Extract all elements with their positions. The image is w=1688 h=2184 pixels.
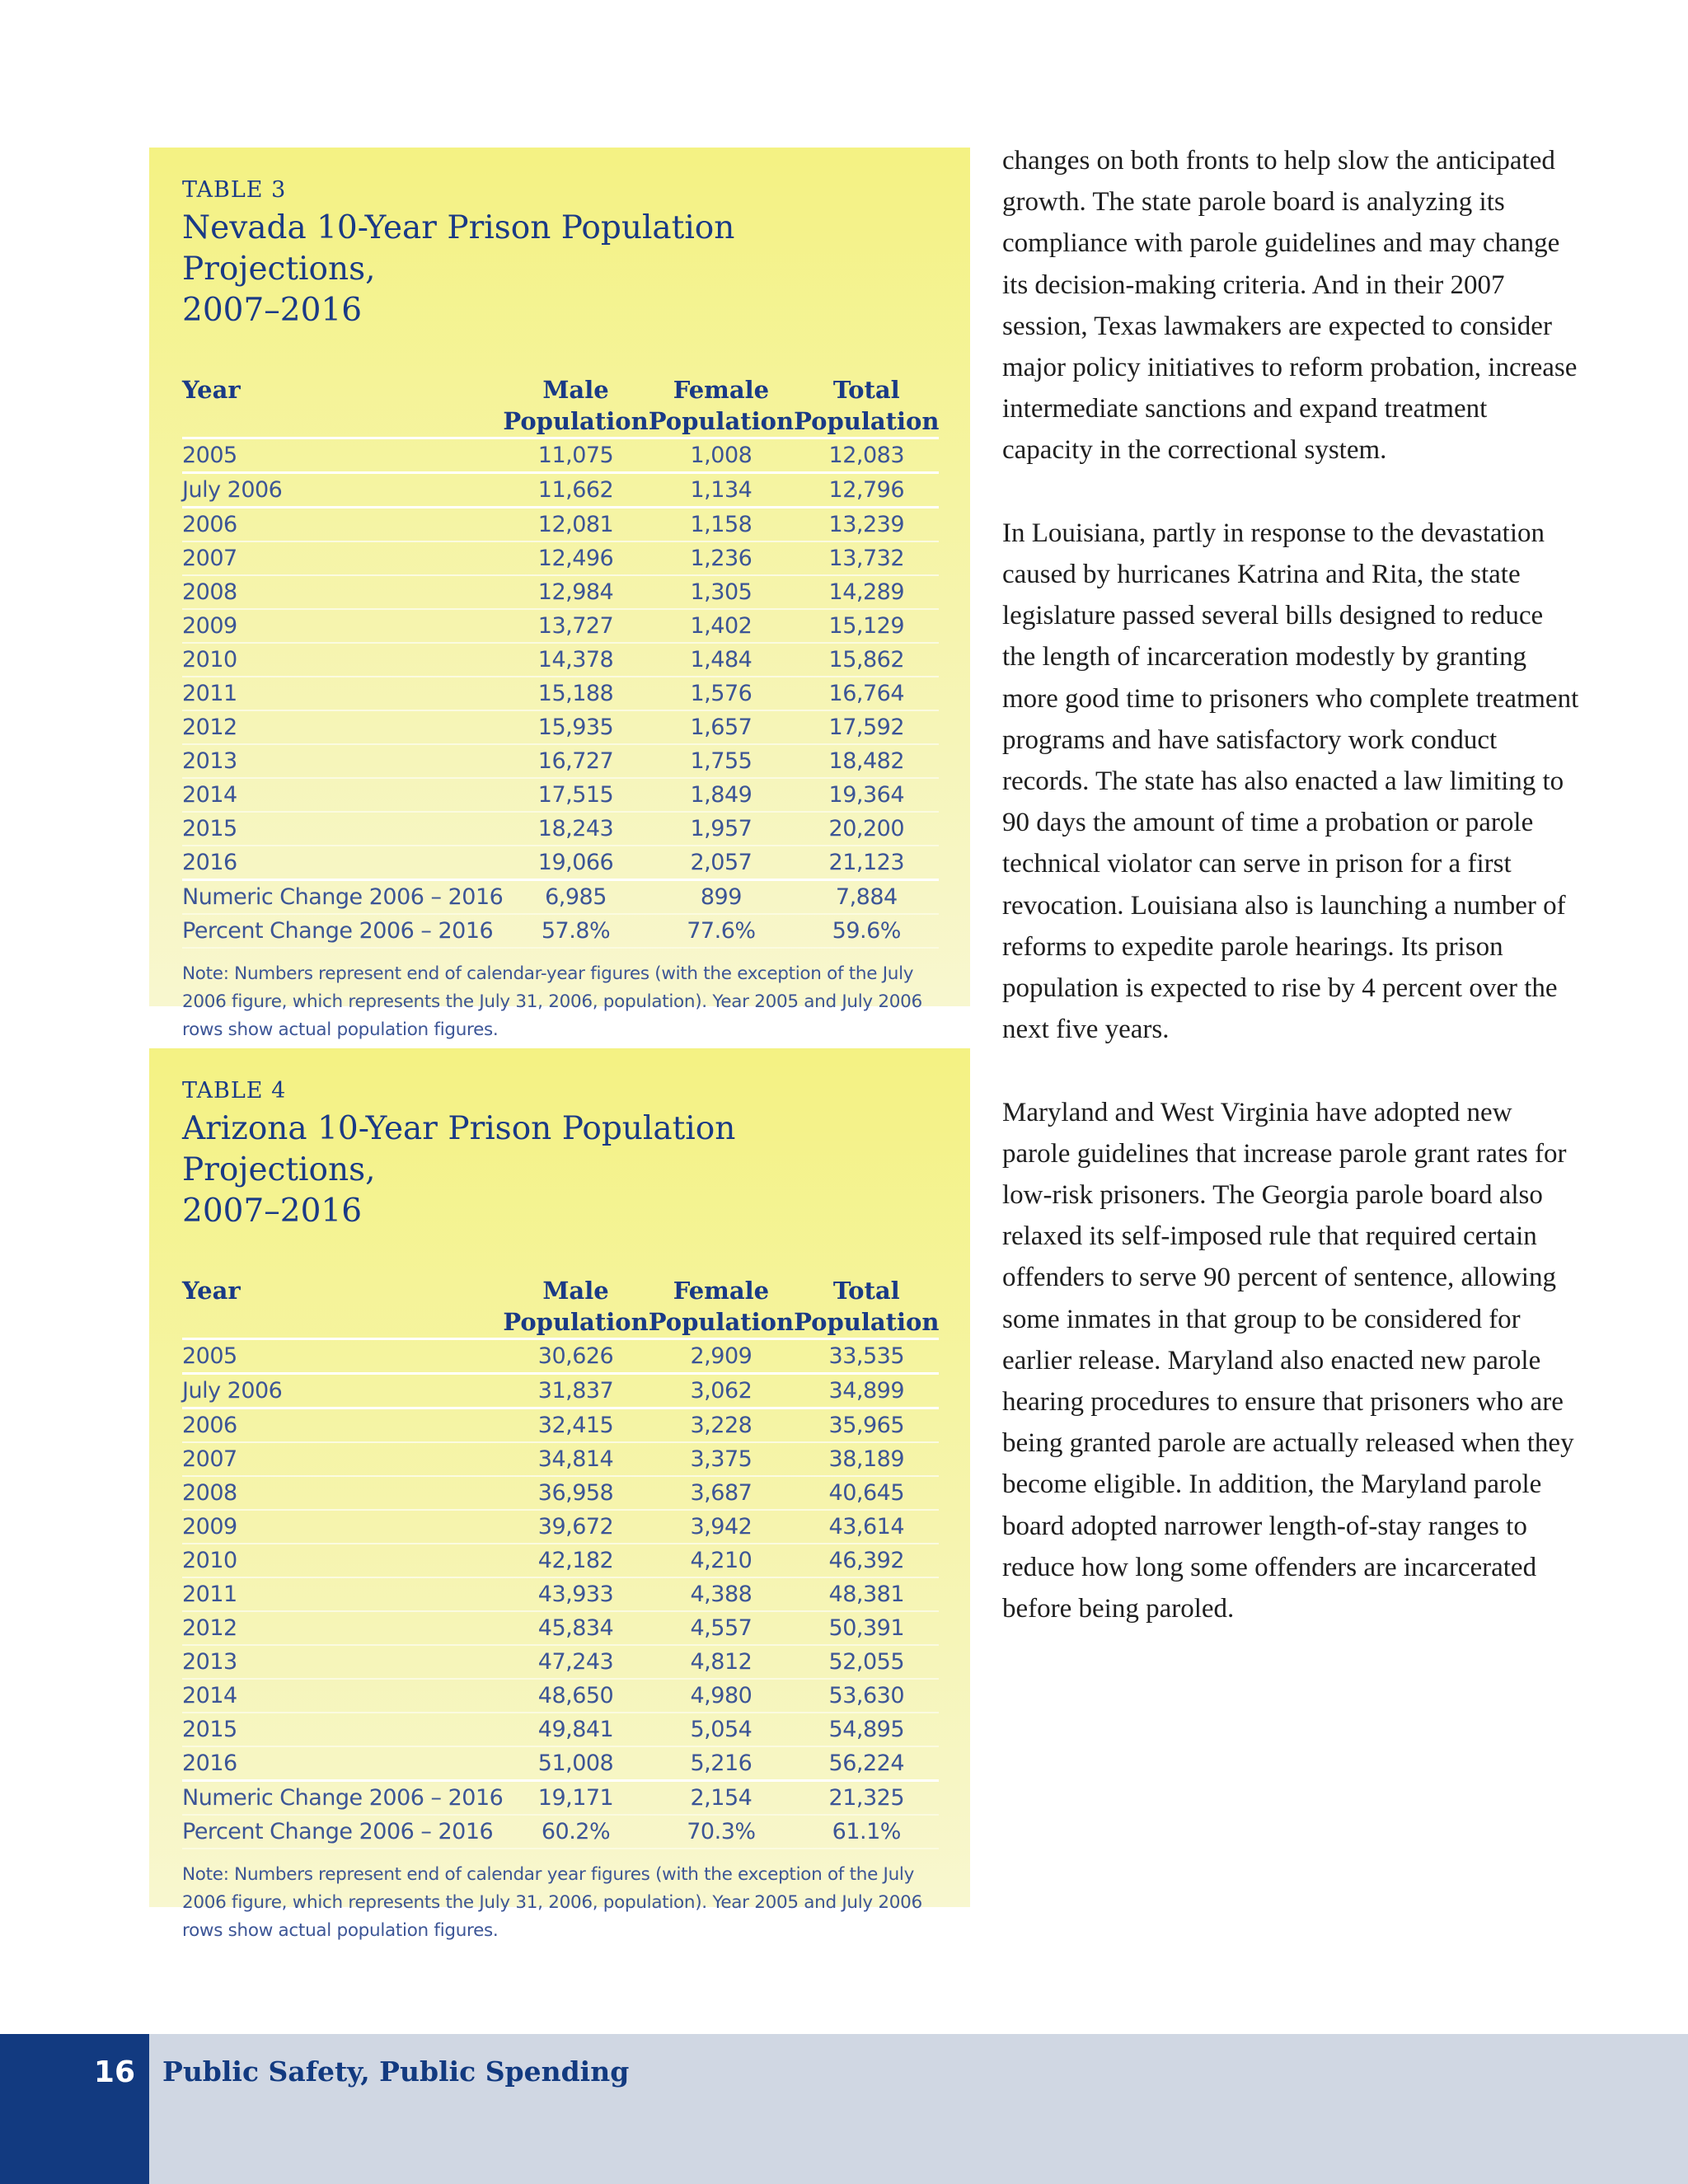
female-cell: 1,305 <box>649 575 794 609</box>
female-cell: 77.6% <box>649 914 794 948</box>
year-cell: Percent Change 2006 – 2016 <box>182 1815 503 1849</box>
year-header: Year <box>182 374 503 438</box>
table-row <box>182 677 939 710</box>
table-title-line2: 2007–2016 <box>182 1193 363 1230</box>
female-cell: 5,054 <box>649 1713 794 1746</box>
total-cell: 15,129 <box>794 609 939 643</box>
male-cell: 36,958 <box>503 1476 648 1510</box>
table-row <box>182 914 939 948</box>
female-cell: 1,484 <box>649 643 794 677</box>
male-cell: 17,515 <box>503 778 648 812</box>
year-cell: 2009 <box>182 609 503 643</box>
year-cell: 2013 <box>182 1645 503 1679</box>
female-cell: 1,657 <box>649 710 794 744</box>
male-cell: 39,672 <box>503 1510 648 1544</box>
male-cell: 12,081 <box>503 508 648 542</box>
data-table <box>182 374 939 949</box>
female-cell: 1,134 <box>649 473 794 508</box>
year-cell: 2010 <box>182 643 503 677</box>
table-row <box>182 473 939 508</box>
male-cell: 51,008 <box>503 1746 648 1781</box>
table-row <box>182 846 939 880</box>
table-row <box>182 1339 939 1374</box>
male-cell: 18,243 <box>503 812 648 846</box>
table-row <box>182 643 939 677</box>
female-header: Female Population <box>649 374 794 438</box>
year-cell: Numeric Change 2006 – 2016 <box>182 880 503 915</box>
table-title-line2: 2007–2016 <box>182 292 363 329</box>
table-row <box>182 1577 939 1611</box>
total-cell: 7,884 <box>794 880 939 915</box>
female-cell: 2,909 <box>649 1339 794 1374</box>
year-cell: 2012 <box>182 710 503 744</box>
total-cell: 48,381 <box>794 1577 939 1611</box>
female-cell: 3,062 <box>649 1374 794 1408</box>
table-row <box>182 1374 939 1408</box>
table-row <box>182 880 939 915</box>
male-cell: 34,814 <box>503 1442 648 1476</box>
total-cell: 34,899 <box>794 1374 939 1408</box>
table-row <box>182 1611 939 1645</box>
male-cell: 60.2% <box>503 1815 648 1849</box>
female-cell: 1,755 <box>649 744 794 778</box>
male-cell: 12,984 <box>503 575 648 609</box>
female-cell: 1,236 <box>649 541 794 575</box>
female-cell: 3,375 <box>649 1442 794 1476</box>
year-cell: 2006 <box>182 508 503 542</box>
table-header-row <box>182 374 939 438</box>
male-cell: 16,727 <box>503 744 648 778</box>
female-cell: 1,402 <box>649 609 794 643</box>
female-cell: 3,942 <box>649 1510 794 1544</box>
female-cell: 3,687 <box>649 1476 794 1510</box>
total-cell: 46,392 <box>794 1544 939 1577</box>
body-paragraph: In Louisiana, partly in response to the devastation caused by hurricanes Katrina and Rita, the state legislature passed several bills designed to reduce the length of incarceration modestly by granting more good time to prisoners who complete treatment programs and have satisfactory work conduct records. The state has also enacted a law limiting to 90 days the amount of time a probation or parole technical violator can serve in prison for a first revocation. Louisiana also is launching a number of reforms to expedite parole hearings. Its prison population is expected to rise by 4 percent over the next five years. <box>1002 518 1579 1045</box>
male-cell: 43,933 <box>503 1577 648 1611</box>
female-cell: 1,957 <box>649 812 794 846</box>
total-cell: 33,535 <box>794 1339 939 1374</box>
page-number: 16 <box>0 2034 149 2184</box>
publication-title: Public Safety, Public Spending <box>162 2055 630 2088</box>
year-cell: 2006 <box>182 1408 503 1443</box>
table-row <box>182 609 939 643</box>
male-cell: 12,496 <box>503 541 648 575</box>
year-cell: 2007 <box>182 541 503 575</box>
year-cell: July 2006 <box>182 473 503 508</box>
total-cell: 16,764 <box>794 677 939 710</box>
total-cell: 56,224 <box>794 1746 939 1781</box>
female-cell: 899 <box>649 880 794 915</box>
male-cell: 6,985 <box>503 880 648 915</box>
year-cell: 2009 <box>182 1510 503 1544</box>
table-row <box>182 778 939 812</box>
female-cell: 2,154 <box>649 1781 794 1816</box>
table-title <box>182 208 937 331</box>
table-row <box>182 1679 939 1713</box>
table-row <box>182 541 939 575</box>
table-row <box>182 1645 939 1679</box>
male-cell: 15,188 <box>503 677 648 710</box>
table-row <box>182 744 939 778</box>
table-row <box>182 1746 939 1781</box>
total-cell: 50,391 <box>794 1611 939 1645</box>
data-table <box>182 1275 939 1849</box>
table-body <box>182 438 939 949</box>
female-cell: 4,557 <box>649 1611 794 1645</box>
year-cell: 2005 <box>182 438 503 473</box>
total-cell: 35,965 <box>794 1408 939 1443</box>
total-cell: 14,289 <box>794 575 939 609</box>
female-cell: 70.3% <box>649 1815 794 1849</box>
female-cell: 1,158 <box>649 508 794 542</box>
male-cell: 57.8% <box>503 914 648 948</box>
female-cell: 1,576 <box>649 677 794 710</box>
female-cell: 4,388 <box>649 1577 794 1611</box>
year-cell: 2010 <box>182 1544 503 1577</box>
total-cell: 38,189 <box>794 1442 939 1476</box>
table-row <box>182 508 939 542</box>
total-cell: 12,083 <box>794 438 939 473</box>
female-cell: 3,228 <box>649 1408 794 1443</box>
male-cell: 15,935 <box>503 710 648 744</box>
female-header: Female Population <box>649 1275 794 1339</box>
total-cell: 18,482 <box>794 744 939 778</box>
female-cell: 2,057 <box>649 846 794 880</box>
year-cell: Percent Change 2006 – 2016 <box>182 914 503 948</box>
year-cell: 2007 <box>182 1442 503 1476</box>
male-cell: 32,415 <box>503 1408 648 1443</box>
year-cell: July 2006 <box>182 1374 503 1408</box>
table-row <box>182 1713 939 1746</box>
female-cell: 5,216 <box>649 1746 794 1781</box>
male-cell: 11,662 <box>503 473 648 508</box>
female-cell: 4,210 <box>649 1544 794 1577</box>
male-header: Male Population <box>503 374 648 438</box>
year-cell: 2008 <box>182 575 503 609</box>
male-cell: 45,834 <box>503 1611 648 1645</box>
total-cell: 61.1% <box>794 1815 939 1849</box>
table-row <box>182 575 939 609</box>
body-paragraph: changes on both fronts to help slow the anticipated growth. The state parole board is analyzing its compliance with parole guidelines and may change its decision-making criteria. And in their 2007 session, Texas lawmakers are expected to consider major policy initiatives to reform probation, increase intermediate sanctions and expand treatment capacity in the correctional system. <box>1002 146 1578 466</box>
year-cell: 2014 <box>182 778 503 812</box>
table-title-line1: Arizona 10-Year Prison Population Projections, <box>182 1110 736 1188</box>
total-cell: 54,895 <box>794 1713 939 1746</box>
total-cell: 21,325 <box>794 1781 939 1816</box>
table-row <box>182 1544 939 1577</box>
total-cell: 15,862 <box>794 643 939 677</box>
year-cell: 2015 <box>182 812 503 846</box>
table-title-line1: Nevada 10-Year Prison Population Projections, <box>182 209 735 288</box>
total-cell: 21,123 <box>794 846 939 880</box>
year-cell: 2015 <box>182 1713 503 1746</box>
table-row <box>182 1510 939 1544</box>
total-cell: 17,592 <box>794 710 939 744</box>
body-text-column <box>1002 140 1579 1671</box>
table-body <box>182 1339 939 1849</box>
total-cell: 53,630 <box>794 1679 939 1713</box>
year-cell: 2016 <box>182 1746 503 1781</box>
male-cell: 31,837 <box>503 1374 648 1408</box>
table-row <box>182 710 939 744</box>
total-cell: 59.6% <box>794 914 939 948</box>
year-cell: Numeric Change 2006 – 2016 <box>182 1781 503 1816</box>
male-cell: 48,650 <box>503 1679 648 1713</box>
table-label: TABLE 3 <box>182 177 287 203</box>
year-cell: 2005 <box>182 1339 503 1374</box>
table-note: Note: Numbers represent end of calendar year figures (with the exception of the July 2006 figure, which represents the July 31, 2006, population). Year 2005 and July 2006 rows show actual population figures. <box>182 1864 922 1941</box>
total-cell: 40,645 <box>794 1476 939 1510</box>
body-paragraph: Maryland and West Virginia have adopted new parole guidelines that increase parole grant rates for low-risk prisoners. The Georgia parole board also relaxed its self-imposed rule that required certain offenders to serve 90 percent of sentence, allowing some inmates in that group to be considered for earlier release. Maryland also enacted new parole hearing procedures to ensure that prisoners who are being granted parole are actually released when they become eligible. In addition, the Maryland parole board adopted narrower length-of-stay ranges to reduce how long some offenders are incarcerated before being paroled. <box>1002 1097 1574 1624</box>
table-label: TABLE 4 <box>182 1078 287 1104</box>
female-cell: 1,849 <box>649 778 794 812</box>
male-cell: 30,626 <box>503 1339 648 1374</box>
year-cell: 2011 <box>182 1577 503 1611</box>
total-cell: 20,200 <box>794 812 939 846</box>
year-cell: 2012 <box>182 1611 503 1645</box>
total-cell: 13,239 <box>794 508 939 542</box>
year-cell: 2013 <box>182 744 503 778</box>
table-3-box <box>149 148 970 1040</box>
total-cell: 12,796 <box>794 473 939 508</box>
male-cell: 49,841 <box>503 1713 648 1746</box>
male-cell: 19,171 <box>503 1781 648 1816</box>
female-cell: 1,008 <box>649 438 794 473</box>
year-header: Year <box>182 1275 503 1339</box>
total-header: Total Population <box>794 1275 939 1339</box>
female-cell: 4,812 <box>649 1645 794 1679</box>
male-cell: 19,066 <box>503 846 648 880</box>
table-row <box>182 1408 939 1443</box>
table-row <box>182 812 939 846</box>
table-row <box>182 1442 939 1476</box>
total-cell: 43,614 <box>794 1510 939 1544</box>
year-cell: 2014 <box>182 1679 503 1713</box>
total-cell: 52,055 <box>794 1645 939 1679</box>
table-row <box>182 1476 939 1510</box>
table-note: Note: Numbers represent end of calendar-year figures (with the exception of the July 2006 figure, which represents the July 31, 2006, population). Year 2005 and July 2006 rows show actual population figures. <box>182 963 922 1040</box>
male-cell: 11,075 <box>503 438 648 473</box>
table-title <box>182 1108 937 1232</box>
year-cell: 2016 <box>182 846 503 880</box>
total-header: Total Population <box>794 374 939 438</box>
table-row <box>182 1781 939 1816</box>
total-cell: 13,732 <box>794 541 939 575</box>
table-row <box>182 438 939 473</box>
male-cell: 14,378 <box>503 643 648 677</box>
male-cell: 47,243 <box>503 1645 648 1679</box>
table-4-box <box>149 1048 970 1941</box>
table-row <box>182 1815 939 1849</box>
year-cell: 2008 <box>182 1476 503 1510</box>
table-header-row <box>182 1275 939 1339</box>
year-cell: 2011 <box>182 677 503 710</box>
male-header: Male Population <box>503 1275 648 1339</box>
total-cell: 19,364 <box>794 778 939 812</box>
female-cell: 4,980 <box>649 1679 794 1713</box>
male-cell: 13,727 <box>503 609 648 643</box>
male-cell: 42,182 <box>503 1544 648 1577</box>
